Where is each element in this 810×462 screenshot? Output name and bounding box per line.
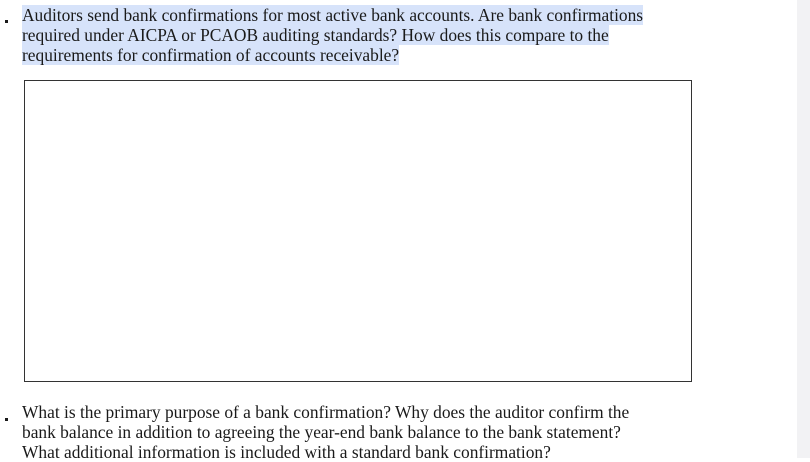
question-marker	[5, 20, 8, 23]
question-1	[22, 5, 712, 65]
page-gutter	[797, 0, 810, 458]
highlighted-text: required under AICPA or PCAOB auditing standards? How does this compare to the	[22, 25, 609, 45]
highlighted-text: requirements for confirmation of accounts receivable?	[22, 45, 400, 65]
question-2	[22, 402, 712, 462]
question-marker	[5, 418, 8, 421]
question-2-line: What additional information is included with a standard bank confirmation?	[22, 442, 551, 462]
question-2-line: What is the primary purpose of a bank confirmation? Why does the auditor confirm the	[22, 402, 630, 422]
question-1-line	[22, 5, 712, 25]
highlighted-text: Auditors send bank confirmations for most active bank accounts. Are bank confirmations	[22, 5, 644, 25]
answer-text-box[interactable]	[24, 80, 692, 382]
question-2-line: bank balance in addition to agreeing the year-end bank balance to the bank statement?	[22, 422, 621, 442]
question-1-line	[22, 45, 712, 65]
question-1-line	[22, 25, 712, 45]
